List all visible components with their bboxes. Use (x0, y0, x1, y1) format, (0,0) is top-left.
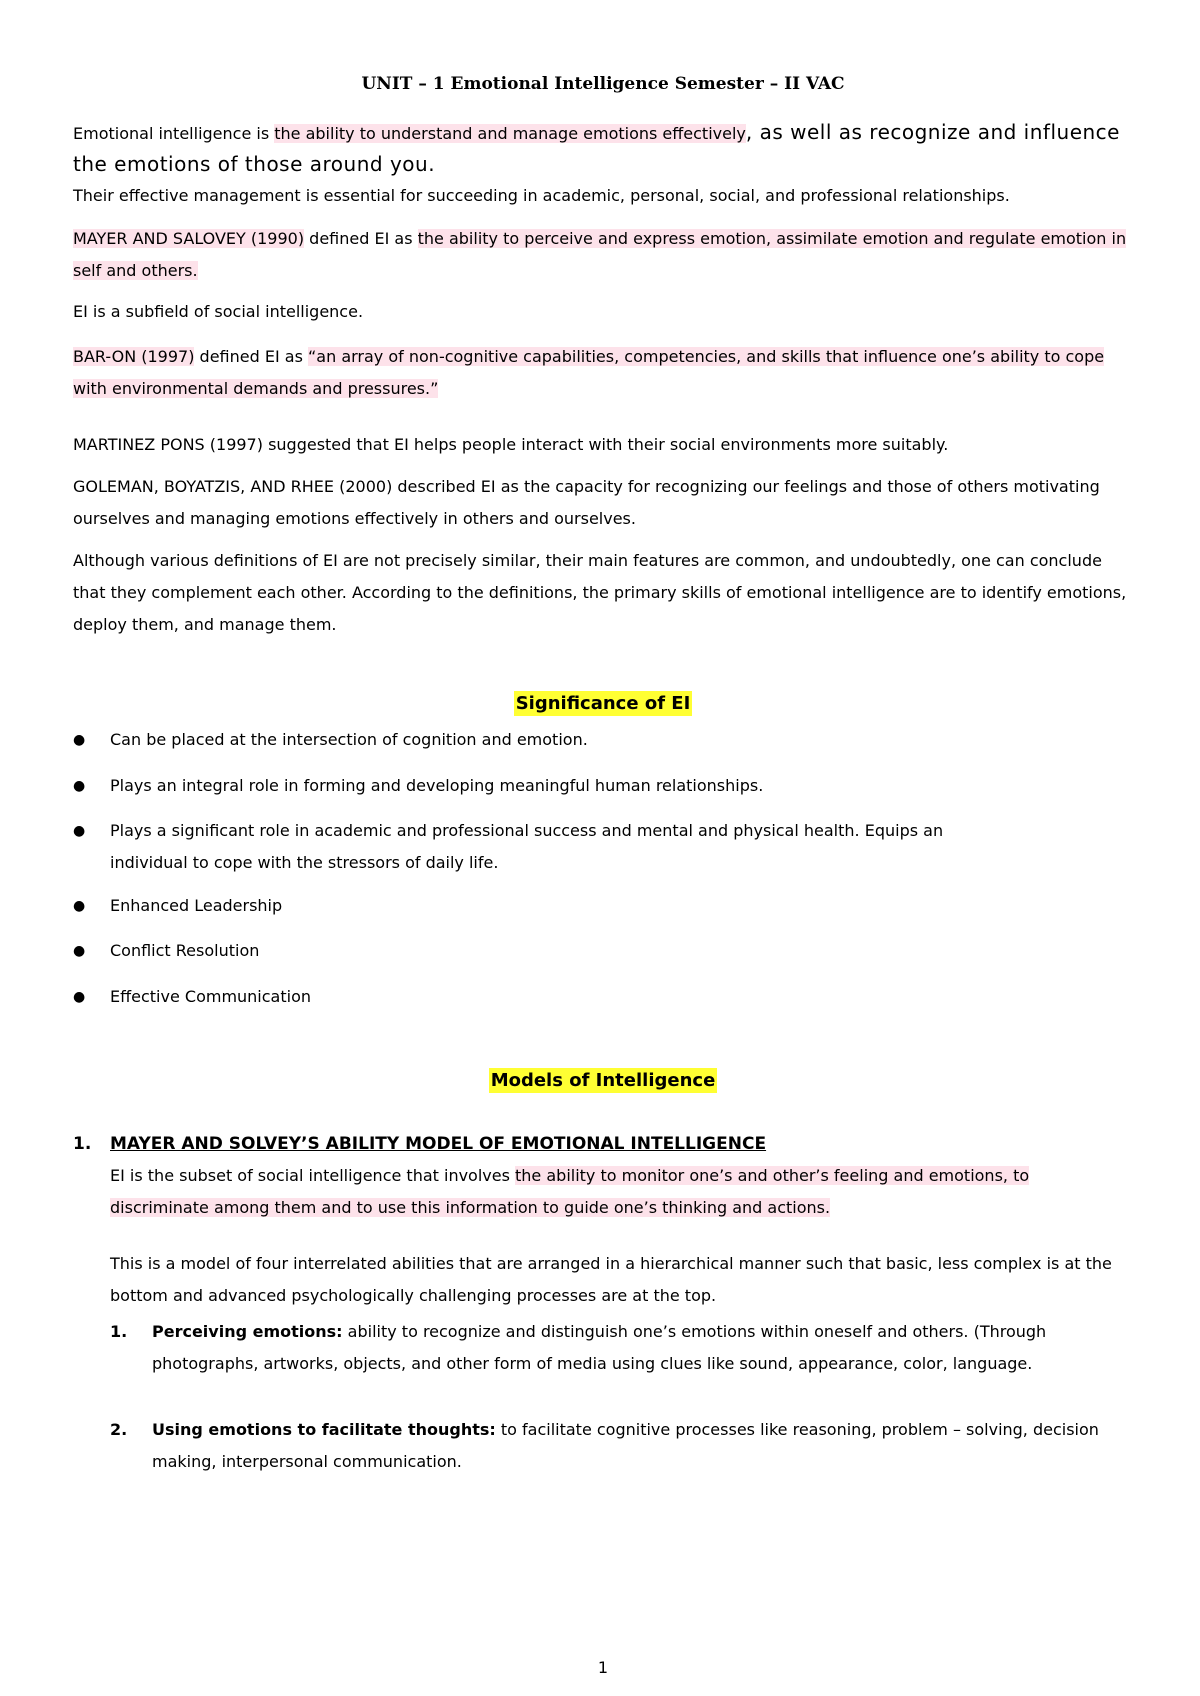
paragraph-subfield: EI is a subfield of social intelligence. (73, 302, 364, 321)
bullet-icon: ● (73, 778, 86, 794)
bullet-icon: ● (73, 823, 86, 839)
subitem-term: Using emotions to facilitate thoughts: (152, 1420, 496, 1439)
bullet-icon: ● (73, 989, 86, 1005)
mayer-salovey-definition: the ability to perceive and express emotion, assimilate emotion and regulate emotion in self and others. (73, 229, 1127, 280)
model-definition (110, 1160, 1120, 1224)
subitem-text (152, 1414, 1122, 1478)
model-definition-a: EI is the subset of social intelligence that involves (110, 1166, 516, 1185)
intro-text-a: Emotional intelligence is (73, 124, 275, 143)
model-description: This is a model of four interrelated abilities that are arranged in a hierarchical manner such that basic, less complex is at the bottom and advanced psychologically challenging processes are at the top. (110, 1254, 1112, 1305)
bullet-icon: ● (73, 898, 86, 914)
paragraph-martinez-pons: MARTINEZ PONS (1997) suggested that EI helps people interact with their social environments more suitably. (73, 435, 949, 454)
intro-highlight: the ability to understand and manage emotions effectively (274, 124, 746, 143)
subitem-desc: ability to recognize and distinguish one’s emotions within oneself and others. (Through photographs, artworks, objects, and other form of media using clues like sound, appearance, color, language. (152, 1322, 1047, 1373)
bar-on-name: BAR-ON (1997) (73, 347, 195, 366)
subitem-text (152, 1316, 1122, 1380)
bullet-icon: ● (73, 943, 86, 959)
intro-text-c: , as well as recognize and influence the emotions of those around you. (73, 120, 1120, 176)
mayer-salovey-mid: defined EI as (304, 229, 418, 248)
intro-paragraph (73, 117, 1133, 181)
list-item-text: Effective Communication (110, 987, 311, 1006)
list-item-text: Plays an integral role in forming and developing meaningful human relationships. (110, 776, 764, 795)
document-title: UNIT – 1 Emotional Intelligence Semester – II VAC (361, 74, 845, 94)
significance-heading (73, 693, 1133, 714)
subitem-term: Perceiving emotions: (152, 1322, 343, 1341)
paragraph-definitions-summary: Although various definitions of EI are not precisely similar, their main features are common, and undoubtedly, one can conclude that they complement each other. According to the definitions, the primary skills of emotional intelligence are to identify emotions, deploy them, and manage them. (73, 551, 1127, 634)
list-item-text: Can be placed at the intersection of cognition and emotion. (110, 730, 588, 749)
bullet-icon: ● (73, 732, 86, 748)
subitem-number: 2. (110, 1420, 128, 1439)
model-definition-highlight: the ability to monitor one’s and other’s feeling and emotions, to discriminate among them and to use this information to guide one’s thinking and actions. (110, 1166, 1030, 1217)
model-title: MAYER AND SOLVEY’S ABILITY MODEL OF EMOTIONAL INTELLIGENCE (110, 1134, 767, 1154)
paragraph-management: Their effective management is essential for succeeding in academic, personal, social, and professional relationships. (73, 186, 1010, 205)
model-number: 1. (73, 1134, 92, 1154)
models-heading (73, 1070, 1133, 1091)
list-item-text: Plays a significant role in academic and professional success and mental and physical health. Equips an individual to cope with the stressors of daily life. (110, 821, 944, 872)
paragraph-bar-on (73, 341, 1133, 405)
bar-on-definition: “an array of non-cognitive capabilities, competencies, and skills that influence one’s ability to cope with environmental demands and pressures.” (73, 347, 1105, 398)
list-item-text: Enhanced Leadership (110, 896, 283, 915)
paragraph-mayer-salovey (73, 223, 1133, 287)
page-number: 1 (597, 1658, 609, 1677)
models-heading-text: Models of Intelligence (490, 1070, 716, 1091)
mayer-salovey-name: MAYER AND SALOVEY (1990) (73, 229, 305, 248)
subitem-desc: to facilitate cognitive processes like reasoning, problem – solving, decision making, interpersonal communication. (152, 1420, 1099, 1471)
list-item-text: Conflict Resolution (110, 941, 260, 960)
significance-heading-text: Significance of EI (515, 693, 691, 714)
subitem-number: 1. (110, 1322, 128, 1341)
paragraph-goleman: GOLEMAN, BOYATZIS, AND RHEE (2000) described EI as the capacity for recognizing our feelings and those of others motivating ourselves and managing emotions effectively in others and ourselves. (73, 477, 1100, 528)
bar-on-mid: defined EI as (194, 347, 308, 366)
